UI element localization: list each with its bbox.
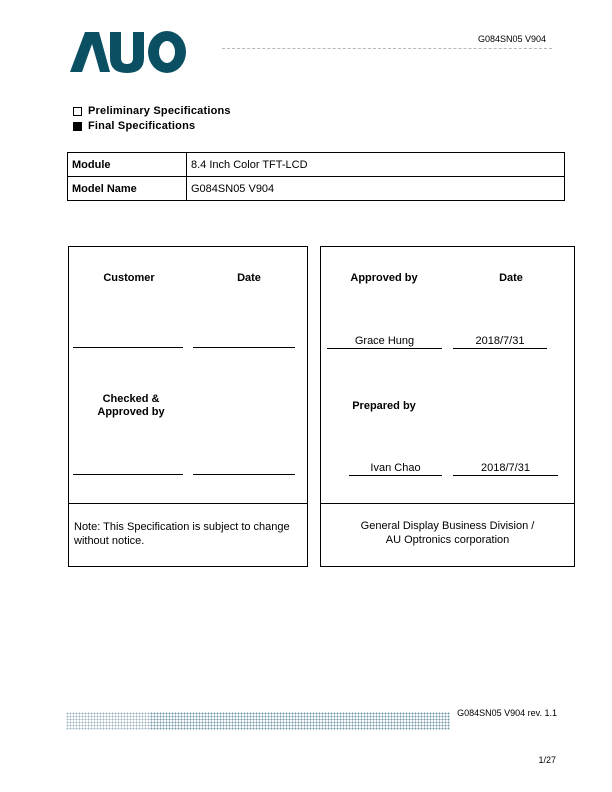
checked-date-line xyxy=(193,474,295,475)
preparer-signature-line xyxy=(349,475,442,476)
final-checkbox-icon xyxy=(73,122,82,131)
footer-dot-band-dark xyxy=(150,712,450,730)
approver-name: Grace Hung xyxy=(354,335,415,347)
checked-signature-line xyxy=(73,474,183,475)
final-label: Final Specifications xyxy=(88,120,196,132)
header-doc-code: G084SN05 V904 xyxy=(477,34,546,44)
approved-date-label: Date xyxy=(499,272,523,284)
customer-date-label: Date xyxy=(237,272,261,284)
auo-approval-box xyxy=(320,246,575,567)
customer-box-divider xyxy=(69,503,307,504)
preliminary-spec-option xyxy=(73,105,231,117)
model-name-label: Model Name xyxy=(68,177,187,201)
specification-note: Note: This Specification is subject to change without notice. xyxy=(74,521,290,547)
approver-date-line xyxy=(453,348,547,349)
preliminary-label: Preliminary Specifications xyxy=(88,105,231,117)
final-spec-option xyxy=(73,120,195,132)
approver-date: 2018/7/31 xyxy=(475,335,525,347)
preparer-name: Ivan Chao xyxy=(370,462,421,474)
customer-signature-line xyxy=(73,347,183,348)
page-number: 1/27 xyxy=(538,755,556,765)
customer-date-line xyxy=(193,347,295,348)
footer-doc-revision: G084SN05 V904 rev. 1.1 xyxy=(457,708,557,718)
customer-label: Customer xyxy=(103,272,155,284)
module-value: 8.4 Inch Color TFT-LCD xyxy=(187,153,565,177)
table-row xyxy=(68,153,565,177)
preparer-date-line xyxy=(453,475,558,476)
auo-logo xyxy=(70,30,188,74)
module-label: Module xyxy=(68,153,187,177)
checked-label-line2: Approved by xyxy=(97,406,165,418)
customer-approval-box xyxy=(68,246,308,567)
division-line1: General Display Business Division / xyxy=(360,520,535,532)
preparer-date: 2018/7/31 xyxy=(481,462,530,474)
preliminary-checkbox-icon xyxy=(73,107,82,116)
auo-box-divider xyxy=(321,503,574,504)
approved-by-label: Approved by xyxy=(350,272,418,284)
table-row xyxy=(68,177,565,201)
approver-signature-line xyxy=(327,348,442,349)
module-info-table xyxy=(67,152,565,201)
header-divider xyxy=(222,48,552,49)
prepared-by-label: Prepared by xyxy=(352,400,416,412)
checked-label-line1: Checked & xyxy=(102,393,160,405)
division-line2: AU Optronics corporation xyxy=(385,534,510,546)
model-name-value: G084SN05 V904 xyxy=(187,177,565,201)
